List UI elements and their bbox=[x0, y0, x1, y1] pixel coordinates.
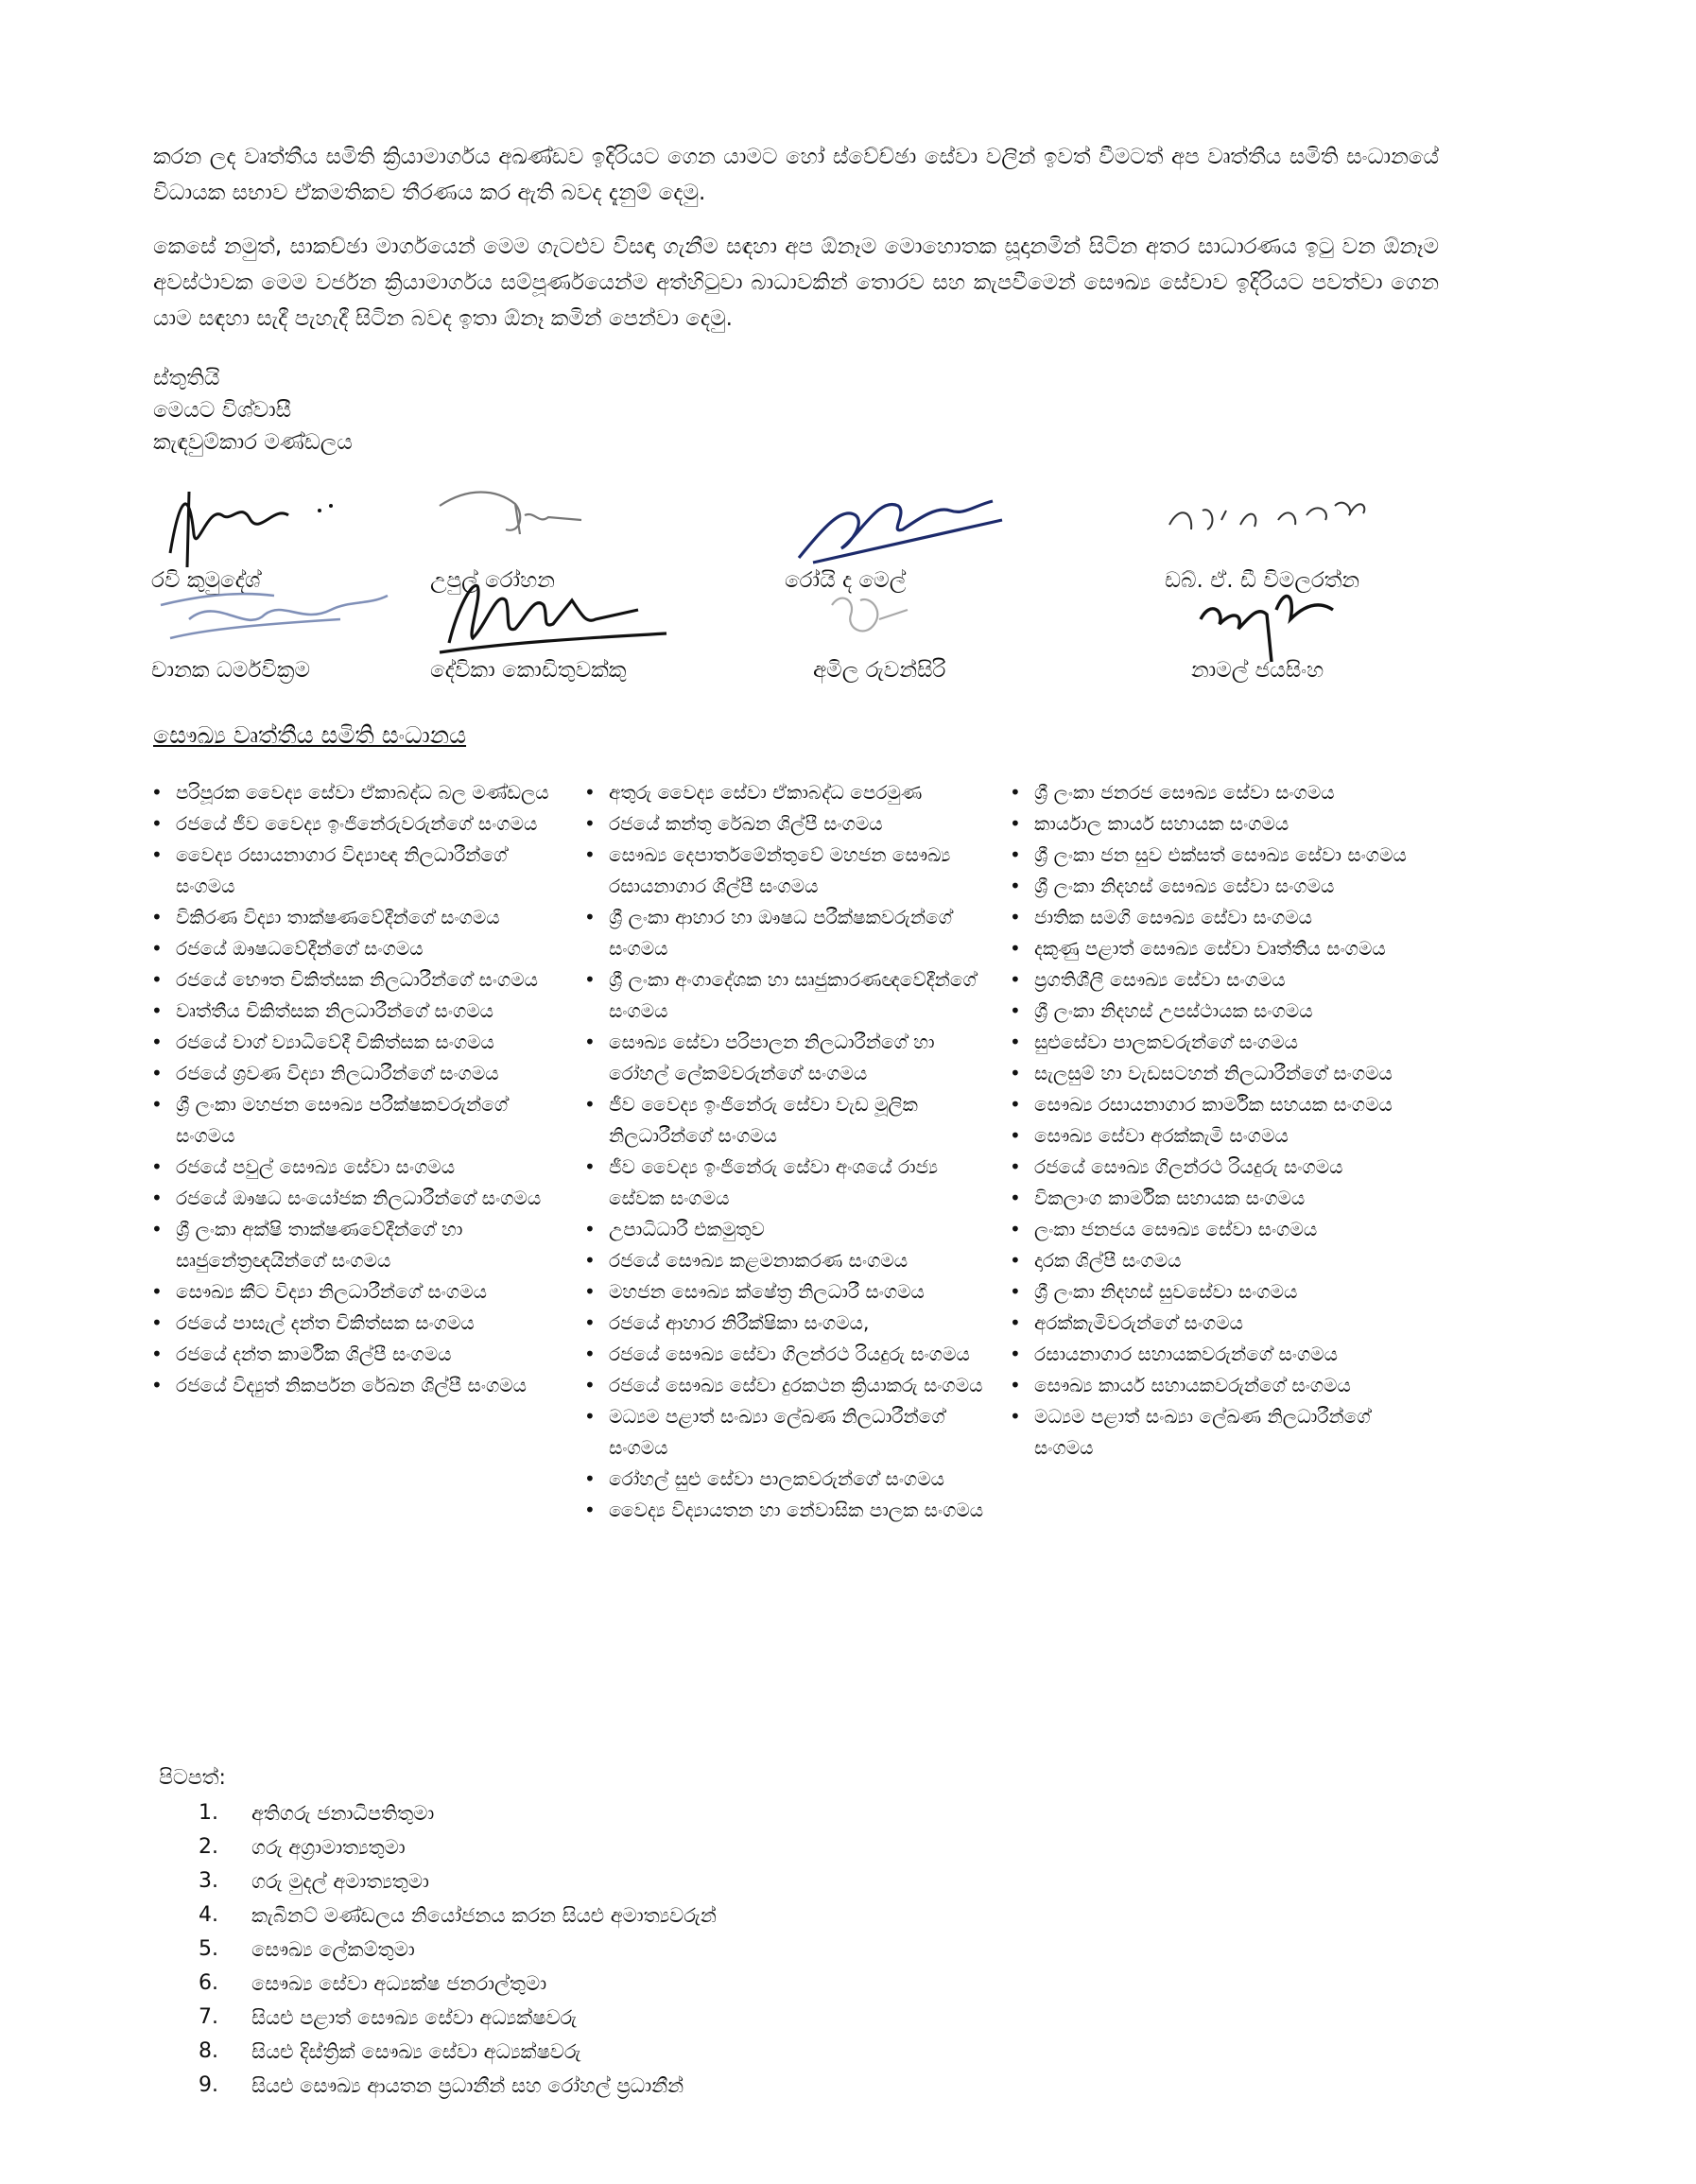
signature-4-image bbox=[1165, 477, 1410, 572]
union-list-item: • ශ්‍රී ලංකා නිදහස් උපස්ථායක සංගමය bbox=[1010, 996, 1416, 1027]
union-list-item: • රජයේ විද්‍යුත් නිකර්පන රේඛන ශිල්පී සංගමය bbox=[151, 1370, 558, 1401]
union-list-item: • ශ්‍රී ලංකා නිදහස් සෞඛ්‍ය සේවා සංගමය bbox=[1010, 871, 1416, 902]
union-list-item: • රජයේ ආහාර නිරීක්ෂිකා සංගමය, bbox=[584, 1308, 991, 1339]
closing-thanks: ස්තුතියි bbox=[153, 366, 220, 390]
signature-block-5 bbox=[151, 567, 463, 700]
closing-block bbox=[153, 362, 353, 459]
signature-5-image bbox=[151, 567, 397, 662]
copy-recipient-text: ගරු අග්‍රාමාත්‍යතුමා bbox=[251, 1836, 406, 1859]
unions-column-1 bbox=[151, 777, 558, 1401]
copy-number: 9. bbox=[199, 2073, 218, 2097]
copy-recipient bbox=[199, 1864, 717, 1898]
signature-3-image bbox=[785, 477, 1030, 572]
union-list-item: • වෛද්‍ය රසායනාගාර විද්‍යාඥ නිලධාරීන්ගේ සංගමය bbox=[151, 840, 558, 902]
union-list-item: • විකිරණ විද්‍යා තාක්ෂණවේදීන්ගේ සංගමය bbox=[151, 902, 558, 933]
union-list-item: • ශ්‍රී ලංකා ජනරජ සෞඛ්‍ය සේවා සංගමය bbox=[1010, 777, 1416, 808]
union-list-item: • රෝහල් සුළු සේවා පාලකවරුන්ගේ සංගමය bbox=[584, 1464, 991, 1495]
union-list-item: • රජයේ සෞඛ්‍ය කළමනාකරණ සංගමය bbox=[584, 1245, 991, 1276]
body-paragraph-1: කරන ලද වෘත්තීය සමිති ක්‍රියාමාර්ගය අඛණ්ඩව ඉදිරියට ගෙන යාමට හෝ ස්වේච්ඡා සේවා වලින් ඉවත් වීමටත් අප වෘත්තීය සමිති සංධානයේ විධායක සභාව ඒකමතිකව තීරණය කර ඇති බවද දැනුම් දෙමු. bbox=[153, 145, 1439, 205]
union-list-item: • රජයේ භෞත චිකිත්සක නිලධාරීන්ගේ සංගමය bbox=[151, 964, 558, 996]
union-list-item: • රජයේ ඖෂධ සංයෝජක නිලධාරීන්ගේ සංගමය bbox=[151, 1183, 558, 1214]
union-list-item: • වෛද්‍ය විද්‍යායතන හා නේවාසික පාලක සංගමය bbox=[584, 1495, 991, 1526]
union-list-item: • ශ්‍රී ලංකා ජන සුව එක්සත් සෞඛ්‍ය සේවා සංගමය bbox=[1010, 840, 1416, 871]
union-list-item: • රජයේ වාග් ව්‍යාධිවේදී චිකිත්සක සංගමය bbox=[151, 1027, 558, 1058]
union-list-item: • සෞඛ්‍ය කාර්ය සහායකවරුන්ගේ සංගමය bbox=[1010, 1370, 1416, 1401]
union-list-item: • රජයේ ජීව වෛද්‍ය ඉංජිනේරුවරුන්ගේ සංගමය bbox=[151, 808, 558, 840]
copy-recipient bbox=[199, 1898, 717, 1933]
union-list-item: • ශ්‍රී ලංකා නිදහස් සුවසේවා සංගමය bbox=[1010, 1276, 1416, 1308]
copy-recipient-text: කැබිනට් මණ්ඩලය නියෝජනය කරන සියළු අමාත්‍යවරුන් bbox=[251, 1904, 717, 1927]
copy-recipient-text: අතිගරු ජනාධිපතිතුමා bbox=[251, 1802, 435, 1825]
union-list-item: • රජයේ ඖෂධවේදීන්ගේ සංගමය bbox=[151, 933, 558, 964]
copies-list bbox=[199, 1796, 717, 2103]
union-list-item: • සෞඛ්‍ය රසායනාගාර කාර්මික සහයක සංගමය bbox=[1010, 1089, 1416, 1120]
copy-recipient bbox=[199, 2069, 717, 2103]
closing-committee: කැඳවුම්කාර මණ්ඩලය bbox=[153, 430, 353, 455]
copy-recipient bbox=[199, 1933, 717, 1967]
union-list-item: • විකලාංග කාර්මික සහායක සංගමය bbox=[1010, 1183, 1416, 1214]
union-list-item: • වෘත්තීය චිකිත්සක නිලධාරීන්ගේ සංගමය bbox=[151, 996, 558, 1027]
union-list-item: • සෞඛ්‍ය කීට විද්‍යා නිලධාරීන්ගේ සංගමය bbox=[151, 1276, 558, 1308]
copy-recipient bbox=[199, 2035, 717, 2069]
copy-number: 4. bbox=[199, 1903, 218, 1927]
union-list-item: • ලංකා ජනජය සෞඛ්‍ය සේවා සංගමය bbox=[1010, 1214, 1416, 1245]
union-list-item: • රජයේ ශ්‍රවණ විද්‍යා නිලධාරීන්ගේ සංගමය bbox=[151, 1058, 558, 1089]
union-list-item: • රජයේ දන්ත කාර්මික ශිල්පී සංගමය bbox=[151, 1339, 558, 1370]
copy-recipient-text: සියළු සෞඛ්‍ය ආයතන ප්‍රධානීන් සහ රෝහල් ප්‍රධානීන් bbox=[251, 2074, 684, 2097]
signature-block-6 bbox=[430, 567, 742, 700]
copy-number: 6. bbox=[199, 1971, 218, 1995]
union-list-item: • සෞඛ්‍ය සේවා පරිපාලන නිලධාරීන්ගේ හා රෝහල් ලේකම්වරුන්ගේ සංගමය bbox=[584, 1027, 991, 1089]
signature-2-image bbox=[430, 477, 676, 572]
union-list-item: • අරක්කැමිවරුන්ගේ සංගමය bbox=[1010, 1308, 1416, 1339]
union-list-item: • දකුණු පළාත් සෞඛ්‍ය සේවා වෘත්තීය සංගමය bbox=[1010, 933, 1416, 964]
union-list-item: • මධ්‍යම පළාත් සංඛ්‍යා ලේඛණ නිලධාරීන්ගේ සංගමය bbox=[1010, 1401, 1416, 1464]
union-list-item: • රජයේ පාසැල් දන්ත චිකිත්සක සංගමය bbox=[151, 1308, 558, 1339]
closing-faithfully: මෙයට විශ්වාසී bbox=[153, 398, 292, 423]
copy-recipient bbox=[199, 1830, 717, 1864]
union-list-item: • ජාතික සමගි සෞඛ්‍ය සේවා සංගමය bbox=[1010, 902, 1416, 933]
signature-block-8 bbox=[1191, 567, 1503, 700]
copies-label: පිටපත්: bbox=[159, 1766, 226, 1790]
copy-number: 7. bbox=[199, 2005, 218, 2029]
union-list-item: • රසායනාගාර සහායකවරුන්ගේ සංගමය bbox=[1010, 1339, 1416, 1370]
union-list-item: • උපාධිධාරී එකමුතුව bbox=[584, 1214, 991, 1245]
copy-recipient-text: සියළු පළාත් සෞඛ්‍ය සේවා අධ්‍යක්ෂවරු bbox=[251, 2006, 578, 2029]
union-list-item: • සෞඛ්‍ය දෙපාර්තමේන්තුවේ මහජන සෞඛ්‍ය රසායනාගාර ශිල්පී සංගමය bbox=[584, 840, 991, 902]
copy-recipient bbox=[199, 1796, 717, 1830]
signatory-name: රෝයි ද මෙල් bbox=[785, 568, 907, 593]
union-list-item: • සෞඛ්‍ය සේවා අරක්කැමි සංගමය bbox=[1010, 1120, 1416, 1152]
copy-number: 3. bbox=[199, 1869, 218, 1893]
signature-8-image bbox=[1191, 567, 1437, 662]
union-list-item: • දාරක ශිල්පී සංගමය bbox=[1010, 1245, 1416, 1276]
union-list-item: • මහජන සෞඛ්‍ය ක්ෂේත්‍ර නිලධාරී සංගමය bbox=[584, 1276, 991, 1308]
signature-1-image bbox=[151, 477, 397, 572]
union-list-item: • ප්‍රගතිශීලී සෞඛ්‍ය සේවා සංගමය bbox=[1010, 964, 1416, 996]
union-list-item: • කාර්යාල කාර්ය සහායක සංගමය bbox=[1010, 808, 1416, 840]
copy-recipient-text: ගරු මුදල් අමාත්‍යතුමා bbox=[251, 1870, 429, 1893]
signature-6-image bbox=[430, 567, 676, 662]
unions-column-3 bbox=[1010, 777, 1416, 1464]
union-list-item: • අතුරු වෛද්‍ය සේවා ඒකාබද්ධ පෙරමුණ bbox=[584, 777, 991, 808]
union-list-item: • සැලසුම් හා වැඩසටහන් නිලධාරීන්ගේ සංගමය bbox=[1010, 1058, 1416, 1089]
signatory-name: නාමල් ජයසිංහ bbox=[1191, 658, 1324, 683]
union-list-item: • ශ්‍රී ලංකා අක්ෂි තාක්ෂණවේදීන්ගේ හා සෘජුනේත්‍රඥයින්ගේ සංගමය bbox=[151, 1214, 558, 1276]
copy-number: 2. bbox=[199, 1835, 218, 1859]
union-list-item: • රජයේ සෞඛ්‍ය සේවා දුරකථන ක්‍රියාකරු සංගමය bbox=[584, 1370, 991, 1401]
signature-7-image bbox=[813, 567, 1059, 662]
signatory-name: ඩබ්. ඒ. ඩී විමලරත්න bbox=[1165, 568, 1360, 593]
signatory-name: අමිල රුවන්සිරි bbox=[813, 658, 946, 683]
copy-number: 1. bbox=[199, 1801, 218, 1825]
signatory-name: රවි කුමුදේශ් bbox=[151, 568, 261, 593]
signatory-name: දේවිකා කොඩිතුවක්කු bbox=[430, 658, 627, 683]
copy-recipient-text: සියළු දිස්ත්‍රික් සෞඛ්‍ය සේවා අධ්‍යක්ෂවරු bbox=[251, 2040, 581, 2063]
union-list-item: • ශ්‍රී ලංකා අංගාදේශක හා සෘජුකාරණඥවේදීන්ගේ සංගමය bbox=[584, 964, 991, 1027]
union-list-item: • මධ්‍යම පළාත් සංඛ්‍යා ලේඛණ නිලධාරීන්ගේ සංගමය bbox=[584, 1401, 991, 1464]
union-list-item: • පරිපූරක වෛද්‍ය සේවා ඒකාබද්ධ බල මණ්ඩලය bbox=[151, 777, 558, 808]
union-list-item: • රජයේ සෞඛ්‍ය ගිලන්රථ රියදුරු සංගමය bbox=[1010, 1152, 1416, 1183]
copy-number: 5. bbox=[199, 1937, 218, 1961]
union-list-item: • ශ්‍රී ලංකා මහජන සෞඛ්‍ය පරීක්ෂකවරුන්ගේ සංගමය bbox=[151, 1089, 558, 1152]
body-paragraph-2: කෙසේ නමුත්, සාකච්ඡා මාර්ගයෙන් මෙම ගැටළුව විසඳා ගැනීම සඳහා අප ඕනෑම මොහොතක සූදානමින් සිටින අතර සාධාරණය ඉටු වන ඕනෑම අවස්ථාවක මෙම වර්ජන ක්‍රියාමාර්ගය සම්පූර්ණයෙන්ම අත්හිටුවා බාධාවකින් තොරව සහ කැපවීමෙන් සෞඛ්‍ය සේවාව ඉදිරියට පවත්වා ගෙන යාම සඳහා සැදී පැහැදී සිටින බවද ඉතා ඕනෑ කමින් පෙන්වා දෙමු. bbox=[153, 234, 1439, 331]
union-list-item: • රජයේ පවුල් සෞඛ්‍ය සේවා සංගමය bbox=[151, 1152, 558, 1183]
unions-column-2 bbox=[584, 777, 991, 1526]
unions-heading: සෞඛ්‍ය වෘත්තීය සමිති සංධානය bbox=[153, 721, 467, 749]
union-list-item: • රජයේ සෞඛ්‍ය සේවා ගිලන්රථ රියදුරු සංගමය bbox=[584, 1339, 991, 1370]
copy-number: 8. bbox=[199, 2039, 218, 2063]
union-list-item: • ජීව වෛද්‍ය ඉංජිනේරු සේවා අංශයේ රාජ්‍ය සේවක සංගමය bbox=[584, 1152, 991, 1214]
copy-recipient-text: සෞඛ්‍ය ලේකම්තුමා bbox=[251, 1938, 415, 1961]
union-list-item: • ජීව වෛද්‍ය ඉංජිනේරු සේවා වැඩ මූලික නිලධාරීන්ගේ සංගමය bbox=[584, 1089, 991, 1152]
signatory-name: උපුල් රෝහන bbox=[430, 568, 555, 593]
copy-recipient bbox=[199, 2001, 717, 2035]
signatory-name: චානක ධර්මවික්‍රම bbox=[151, 658, 310, 683]
union-list-item: • ශ්‍රී ලංකා ආහාර හා ඖෂධ පරීක්ෂකවරුන්ගේ සංගමය bbox=[584, 902, 991, 964]
union-list-item: • සුළුසේවා පාලකවරුන්ගේ සංගමය bbox=[1010, 1027, 1416, 1058]
union-list-item: • රජයේ කන්තු රේඛන ශිල්පී සංගමය bbox=[584, 808, 991, 840]
copy-recipient-text: සෞඛ්‍ය සේවා අධ්‍යක්ෂ ජනරාල්තුමා bbox=[251, 1972, 547, 1995]
copy-recipient bbox=[199, 1967, 717, 2001]
signature-block-7 bbox=[813, 567, 1125, 700]
